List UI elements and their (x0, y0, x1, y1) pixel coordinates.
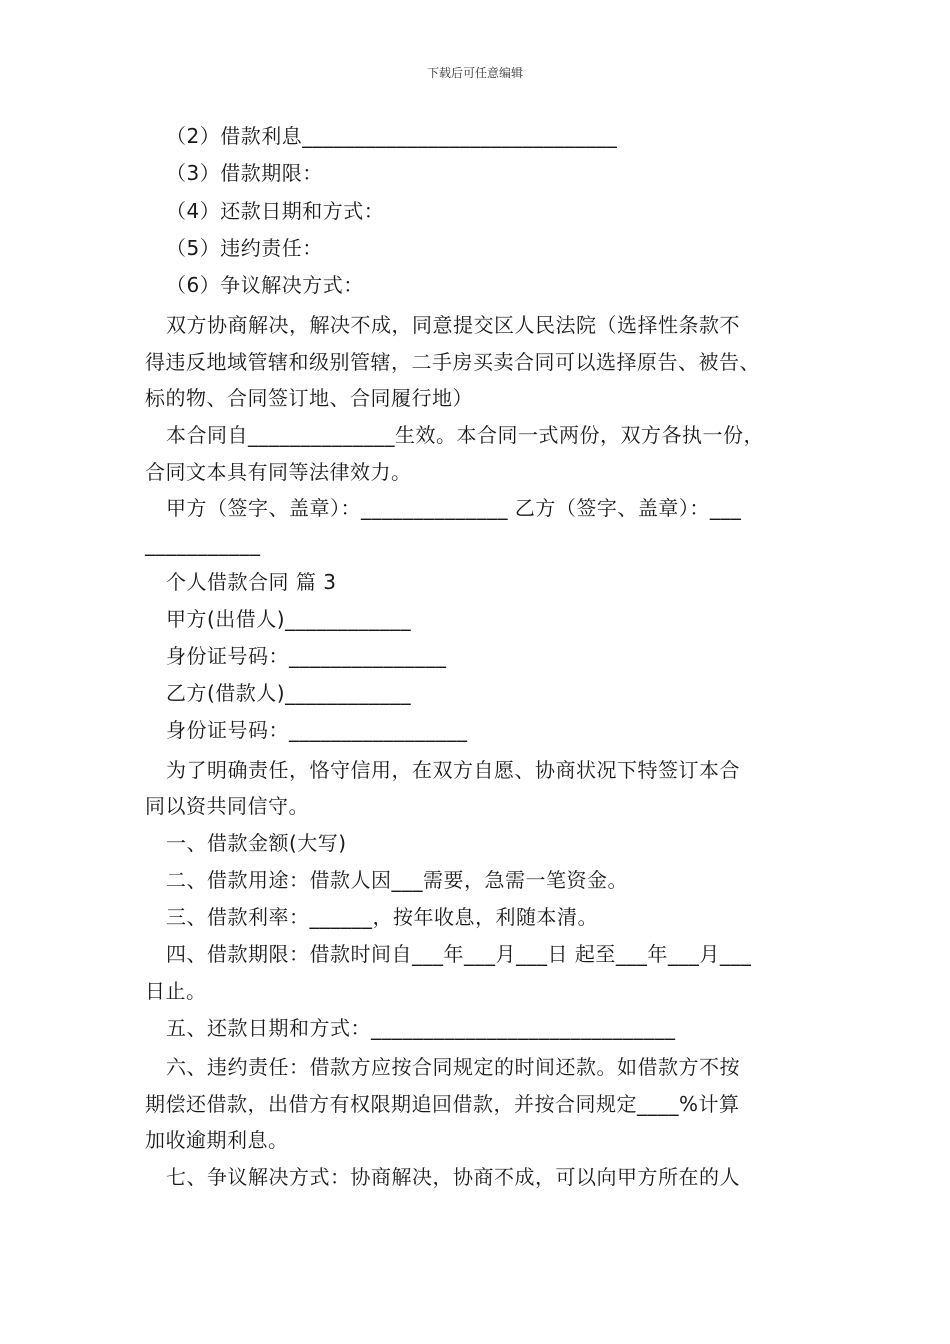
article-line: 加收逾期利息。 (145, 1128, 289, 1152)
party-a-line: 甲方(出借人)____________ (166, 607, 412, 631)
clause-interest: （2）借款利息______________________________ (166, 124, 618, 148)
id-number-line: 身份证号码：_______________ (166, 644, 447, 668)
article-line: 六、违约责任：借款方应按合同规定的时间还款。如借款方不按 (166, 1055, 740, 1079)
article-line: 五、还款日期和方式：_____________________________ (166, 1016, 676, 1040)
article-line: 二、借款用途：借款人因___需要，急需一笔资金。 (166, 868, 628, 892)
paragraph-line: 标的物、合同签订地、合同履行地） (145, 386, 473, 410)
paragraph-line: 本合同自______________生效。本合同一式两份，双方各执一份， (166, 423, 764, 447)
clause-dispute: （6）争议解决方式： (166, 273, 364, 297)
section-title: 个人借款合同 篇 3 (166, 570, 337, 594)
article-line: 三、借款利率：______，按年收息，利随本清。 (166, 905, 598, 929)
signature-line: ___________ (145, 532, 261, 556)
id-number-line: 身份证号码：_________________ (166, 718, 468, 742)
clause-repayment: （4）还款日期和方式： (166, 199, 385, 223)
signature-line: 甲方（签字、盖章）：______________ 乙方（签字、盖章）：___ (166, 496, 742, 520)
article-line: 日止。 (145, 979, 207, 1003)
article-line: 四、借款期限：借款时间自___年___月___日 起至___年___月___ (166, 942, 752, 966)
article-line: 七、争议解决方式：协商解决，协商不成，可以向甲方所在的人 (166, 1165, 740, 1189)
clause-liability: （5）违约责任： (166, 236, 323, 260)
article-line: 期偿还借款，出借方有权限期追回借款，并按合同规定____%计算 (145, 1092, 740, 1116)
article-line: 一、借款金额(大写) (166, 831, 347, 855)
paragraph-line: 合同文本具有同等法律效力。 (145, 460, 412, 484)
clause-term: （3）借款期限： (166, 161, 323, 185)
paragraph-line: 同以资共同信守。 (145, 794, 309, 818)
paragraph-line: 得违反地域管辖和级别管辖，二手房买卖合同可以选择原告、被告、 (145, 350, 760, 374)
paragraph-line: 双方协商解决，解决不成，同意提交区人民法院（选择性条款不 (166, 313, 740, 337)
page-header: 下载后可任意编辑 (426, 66, 523, 80)
paragraph-line: 为了明确责任，恪守信用，在双方自愿、协商状况下特签订本合 (166, 758, 740, 782)
party-b-line: 乙方(借款人)____________ (166, 681, 412, 705)
